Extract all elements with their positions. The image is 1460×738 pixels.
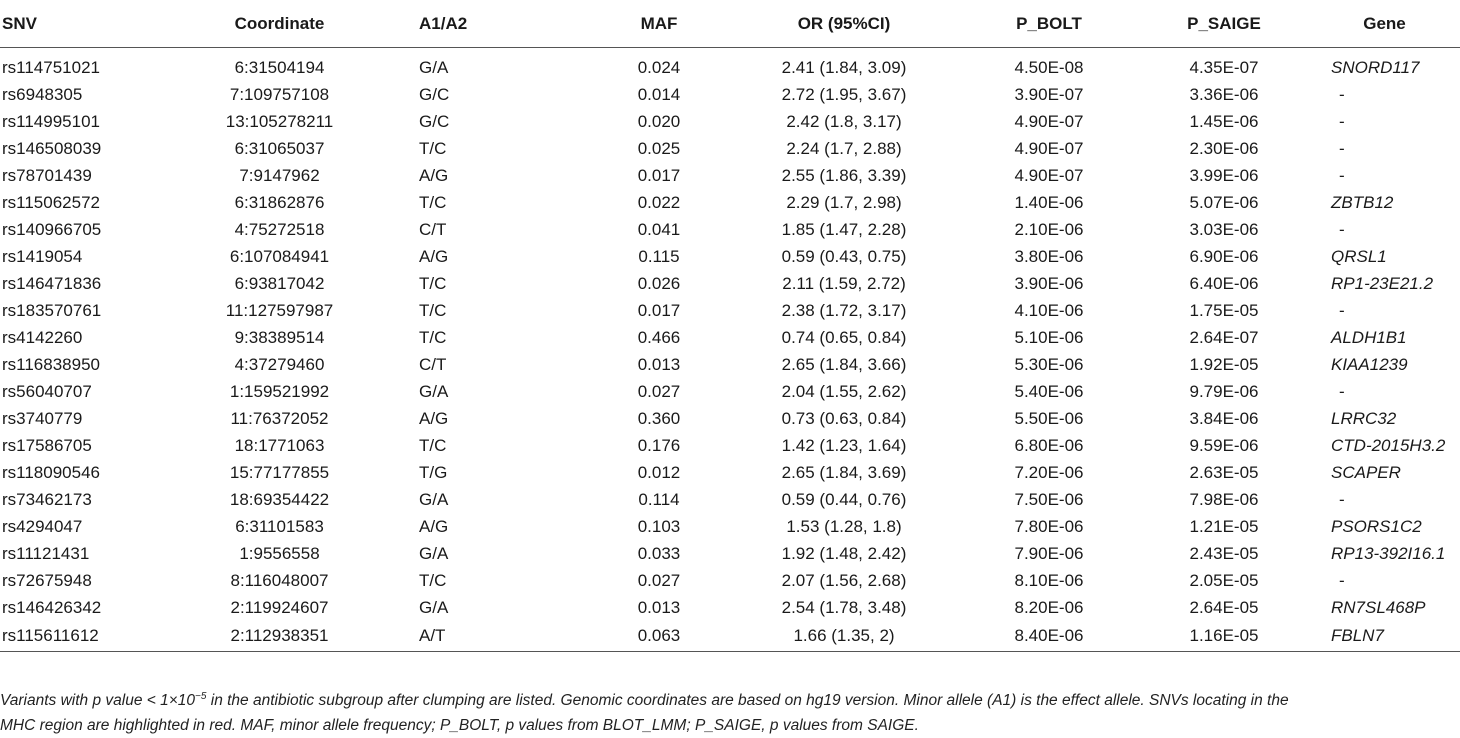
table-row — [0, 351, 1460, 378]
cell-coordinate: 11:76372052 — [230, 408, 329, 428]
cell-snv: rs183570761 — [2, 300, 102, 320]
cell-alleles: A/G — [419, 165, 449, 185]
cell-maf: 0.115 — [638, 246, 680, 266]
cell-p-bolt: 5.30E-06 — [1014, 354, 1084, 374]
table-row — [0, 297, 1460, 324]
cell-coordinate: 6:31862876 — [234, 192, 325, 212]
cell-coordinate: 7:9147962 — [239, 165, 320, 185]
table-row — [0, 162, 1460, 189]
cell-p-bolt: 5.40E-06 — [1014, 381, 1084, 401]
cell-snv: rs56040707 — [2, 381, 92, 401]
cell-maf: 0.014 — [637, 84, 681, 104]
cell-odds-ratio: 1.85 (1.47, 2.28) — [781, 219, 907, 239]
cell-snv: rs115062572 — [2, 192, 100, 212]
cell-p-bolt: 7.50E-06 — [1014, 489, 1084, 509]
cell-coordinate: 6:93817042 — [234, 273, 325, 293]
cell-p-saige: 2.64E-07 — [1189, 327, 1259, 347]
cell-alleles: T/C — [419, 327, 447, 347]
cell-alleles: G/A — [419, 57, 449, 77]
header-coordinate: Coordinate — [182, 0, 377, 48]
cell-maf: 0.022 — [637, 192, 681, 212]
header-snv: SNV — [0, 0, 182, 48]
cell-p-saige: 3.99E-06 — [1189, 165, 1259, 185]
cell-odds-ratio: 2.24 (1.7, 2.88) — [786, 138, 902, 158]
header-p-saige: P_SAIGE — [1139, 0, 1309, 48]
cell-odds-ratio: 2.38 (1.72, 3.17) — [781, 300, 907, 320]
cell-p-saige: 2.05E-05 — [1189, 570, 1259, 590]
cell-maf: 0.027 — [637, 570, 681, 590]
footnote-text-prefix: Variants with p value < 1×10 — [0, 692, 196, 710]
cell-odds-ratio: 2.65 (1.84, 3.69) — [781, 462, 907, 482]
cell-p-bolt: 4.50E-08 — [1014, 57, 1084, 77]
cell-odds-ratio: 0.59 (0.43, 0.75) — [781, 246, 907, 266]
cell-p-saige: 6.40E-06 — [1189, 273, 1259, 293]
cell-coordinate: 2:112938351 — [182, 621, 377, 652]
cell-p-bolt: 8.20E-06 — [1014, 597, 1084, 617]
table-row — [0, 540, 1460, 567]
cell-snv: rs146426342 — [2, 597, 102, 617]
cell-snv: rs17586705 — [2, 435, 92, 455]
table-row — [0, 486, 1460, 513]
cell-odds-ratio: 2.41 (1.84, 3.09) — [781, 57, 907, 77]
cell-gene: - — [1339, 489, 1345, 509]
cell-coordinate: 1:159521992 — [229, 381, 330, 401]
cell-snv: rs146508039 — [2, 138, 102, 158]
cell-maf: 0.027 — [637, 381, 681, 401]
table-row — [0, 189, 1460, 216]
cell-p-bolt: 8.10E-06 — [1014, 570, 1084, 590]
cell-p-bolt: 2.10E-06 — [1014, 219, 1084, 239]
cell-gene: - — [1339, 300, 1345, 320]
cell-alleles: G/A — [419, 543, 449, 563]
cell-coordinate: 2:119924607 — [230, 597, 329, 617]
table-header — [0, 0, 1460, 48]
cell-odds-ratio: 2.07 (1.56, 2.68) — [781, 570, 907, 590]
cell-gene: - — [1339, 381, 1345, 401]
header-row — [0, 0, 1460, 48]
cell-p-saige: 4.35E-07 — [1189, 57, 1259, 77]
cell-coordinate: 6:31504194 — [234, 57, 325, 77]
cell-p-bolt: 7.20E-06 — [1014, 462, 1084, 482]
cell-alleles: C/T — [419, 219, 447, 239]
table-row — [0, 567, 1460, 594]
cell-maf: 0.013 — [637, 354, 681, 374]
cell-snv: rs72675948 — [2, 570, 92, 590]
cell-coordinate: 18:69354422 — [229, 489, 330, 509]
cell-snv: rs6948305 — [2, 84, 83, 104]
cell-p-bolt: 4.10E-06 — [1014, 300, 1084, 320]
cell-odds-ratio: 0.59 (0.44, 0.76) — [781, 489, 907, 509]
table-row — [0, 459, 1460, 486]
footnote-line-1 — [0, 684, 1460, 713]
cell-gene: FBLN7 — [1309, 621, 1460, 652]
cell-maf: 0.026 — [637, 273, 681, 293]
cell-maf: 0.024 — [637, 57, 681, 77]
cell-p-saige: 2.43E-05 — [1189, 543, 1259, 563]
table-row — [0, 81, 1460, 108]
cell-odds-ratio: 1.92 (1.48, 2.42) — [781, 543, 907, 563]
cell-alleles: C/T — [419, 354, 447, 374]
cell-p-saige: 3.84E-06 — [1189, 408, 1259, 428]
cell-snv: rs11121431 — [2, 543, 90, 563]
cell-coordinate: 4:75272518 — [234, 219, 325, 239]
cell-coordinate: 6:31101583 — [235, 516, 324, 536]
footnote-exponent: −5 — [195, 691, 207, 702]
cell-gene: RN7SL468P — [1331, 597, 1426, 617]
cell-odds-ratio: 2.42 (1.8, 3.17) — [786, 111, 902, 131]
cell-alleles: A/G — [419, 246, 449, 266]
cell-p-bolt: 3.80E-06 — [1014, 246, 1084, 266]
cell-p-saige: 1.16E-05 — [1139, 621, 1309, 652]
table-footnote — [0, 684, 1460, 738]
table-row — [0, 243, 1460, 270]
cell-p-bolt: 3.90E-07 — [1014, 84, 1084, 104]
cell-maf: 0.017 — [637, 300, 681, 320]
cell-gene: RP13-392I16.1 — [1331, 543, 1446, 563]
table-row — [0, 108, 1460, 135]
cell-alleles: A/G — [419, 516, 449, 536]
cell-gene: - — [1339, 138, 1345, 158]
cell-odds-ratio: 2.54 (1.78, 3.48) — [781, 597, 907, 617]
table-row — [0, 48, 1460, 82]
cell-p-bolt: 5.10E-06 — [1014, 327, 1084, 347]
cell-coordinate: 9:38389514 — [234, 327, 325, 347]
table-row — [0, 216, 1460, 243]
cell-p-saige: 9.79E-06 — [1189, 381, 1259, 401]
cell-p-saige: 1.92E-05 — [1189, 354, 1259, 374]
cell-odds-ratio: 1.42 (1.23, 1.64) — [781, 435, 907, 455]
cell-gene: CTD-2015H3.2 — [1331, 435, 1446, 455]
cell-p-saige: 1.45E-06 — [1189, 111, 1259, 131]
cell-snv: rs73462173 — [2, 489, 92, 509]
cell-snv: rs78701439 — [2, 165, 92, 185]
cell-p-bolt: 3.90E-06 — [1014, 273, 1084, 293]
cell-coordinate: 4:37279460 — [234, 354, 325, 374]
header-odds-ratio: OR (95%CI) — [729, 0, 959, 48]
cell-odds-ratio: 1.66 (1.35, 2) — [729, 621, 959, 652]
cell-alleles: A/G — [419, 408, 449, 428]
cell-snv: rs116838950 — [2, 354, 100, 374]
cell-p-saige: 5.07E-06 — [1189, 192, 1259, 212]
cell-maf: 0.041 — [637, 219, 681, 239]
cell-odds-ratio: 0.74 (0.65, 0.84) — [781, 327, 907, 347]
cell-p-bolt: 7.90E-06 — [1014, 543, 1084, 563]
cell-gene: RP1-23E21.2 — [1331, 273, 1434, 293]
cell-alleles: G/C — [419, 84, 450, 104]
cell-snv: rs146471836 — [2, 273, 102, 293]
cell-odds-ratio: 2.65 (1.84, 3.66) — [781, 354, 907, 374]
cell-p-bolt: 4.90E-07 — [1014, 165, 1084, 185]
cell-odds-ratio: 2.29 (1.7, 2.98) — [786, 192, 902, 212]
cell-alleles: G/A — [419, 597, 449, 617]
table-row — [0, 135, 1460, 162]
cell-alleles: G/A — [419, 489, 449, 509]
cell-p-bolt: 7.80E-06 — [1014, 516, 1084, 536]
table-row — [0, 378, 1460, 405]
cell-maf: 0.114 — [638, 489, 680, 509]
cell-odds-ratio: 2.04 (1.55, 2.62) — [781, 381, 907, 401]
cell-p-saige: 3.03E-06 — [1189, 219, 1259, 239]
cell-gene: SCAPER — [1331, 462, 1401, 482]
cell-odds-ratio: 1.53 (1.28, 1.8) — [786, 516, 902, 536]
header-p-bolt: P_BOLT — [959, 0, 1139, 48]
cell-coordinate: 6:31065037 — [234, 138, 325, 158]
table-row — [0, 432, 1460, 459]
cell-p-bolt: 5.50E-06 — [1014, 408, 1084, 428]
cell-gene: - — [1339, 570, 1345, 590]
cell-maf: 0.176 — [637, 435, 681, 455]
table-row — [0, 513, 1460, 540]
cell-odds-ratio: 2.55 (1.86, 3.39) — [781, 165, 907, 185]
cell-alleles: T/C — [419, 192, 447, 212]
cell-p-bolt: 1.40E-06 — [1014, 192, 1084, 212]
cell-gene: KIAA1239 — [1331, 354, 1408, 374]
cell-maf: 0.012 — [637, 462, 681, 482]
cell-alleles: T/G — [419, 462, 448, 482]
cell-snv: rs115611612 — [0, 621, 182, 652]
cell-gene: - — [1339, 84, 1345, 104]
cell-coordinate: 8:116048007 — [230, 570, 329, 590]
cell-p-saige: 6.90E-06 — [1189, 246, 1259, 266]
cell-alleles: G/C — [419, 111, 450, 131]
cell-snv: rs4142260 — [2, 327, 83, 347]
cell-gene: - — [1339, 111, 1345, 131]
table-row — [0, 621, 1460, 652]
cell-alleles: A/T — [377, 621, 589, 652]
cell-maf: 0.103 — [637, 516, 681, 536]
cell-coordinate: 15:77177855 — [229, 462, 330, 482]
cell-alleles: T/C — [419, 138, 447, 158]
table-body — [0, 48, 1460, 652]
cell-maf: 0.033 — [637, 543, 681, 563]
header-alleles: A1/A2 — [377, 0, 589, 48]
cell-coordinate: 6:107084941 — [229, 246, 330, 266]
cell-coordinate: 18:1771063 — [234, 435, 325, 455]
cell-odds-ratio: 0.73 (0.63, 0.84) — [781, 408, 907, 428]
cell-p-bolt: 8.40E-06 — [959, 621, 1139, 652]
cell-p-saige: 7.98E-06 — [1189, 489, 1259, 509]
cell-gene: ALDH1B1 — [1331, 327, 1407, 347]
cell-alleles: T/C — [419, 570, 447, 590]
cell-odds-ratio: 2.11 (1.59, 2.72) — [782, 273, 906, 293]
cell-snv: rs118090546 — [2, 462, 100, 482]
cell-snv: rs1419054 — [2, 246, 83, 266]
table-row — [0, 405, 1460, 432]
cell-maf: 0.025 — [637, 138, 681, 158]
cell-gene: PSORS1C2 — [1331, 516, 1422, 536]
cell-snv: rs4294047 — [2, 516, 83, 536]
cell-coordinate: 11:127597987 — [225, 300, 334, 320]
cell-maf: 0.063 — [589, 621, 729, 652]
cell-snv: rs140966705 — [2, 219, 102, 239]
cell-alleles: T/C — [419, 435, 447, 455]
cell-maf: 0.466 — [637, 327, 681, 347]
header-gene: Gene — [1309, 0, 1460, 48]
cell-maf: 0.017 — [637, 165, 681, 185]
table-row — [0, 324, 1460, 351]
header-maf: MAF — [589, 0, 729, 48]
cell-p-bolt: 4.90E-07 — [1014, 111, 1084, 131]
cell-coordinate: 1:9556558 — [239, 543, 320, 563]
cell-p-saige: 3.36E-06 — [1189, 84, 1259, 104]
cell-odds-ratio: 2.72 (1.95, 3.67) — [781, 84, 907, 104]
cell-snv: rs3740779 — [2, 408, 83, 428]
cell-p-bolt: 4.90E-07 — [1014, 138, 1084, 158]
cell-coordinate: 7:109757108 — [229, 84, 330, 104]
cell-gene: ZBTB12 — [1331, 192, 1394, 212]
cell-p-saige: 9.59E-06 — [1189, 435, 1259, 455]
cell-p-saige: 1.21E-05 — [1189, 516, 1259, 536]
cell-gene: - — [1339, 165, 1345, 185]
footnote-line-2: MHC region are highlighted in red. MAF, minor allele frequency; P_BOLT, p values from BLOT_LMM; P_SAIGE, p values from SAIGE. — [0, 717, 919, 735]
cell-gene: QRSL1 — [1331, 246, 1387, 266]
cell-maf: 0.020 — [637, 111, 681, 131]
cell-coordinate: 13:105278211 — [225, 111, 334, 131]
cell-snv: rs114751021 — [2, 57, 100, 77]
cell-gene: LRRC32 — [1331, 408, 1397, 428]
footnote-text-suffix: in the antibiotic subgroup after clumping are listed. Genomic coordinates are based on hg19 version. Minor allele (A1) is the effect allele. SNVs locating in the — [206, 692, 1289, 710]
cell-maf: 0.360 — [637, 408, 681, 428]
table-row — [0, 270, 1460, 297]
cell-alleles: T/C — [419, 273, 447, 293]
cell-alleles: T/C — [419, 300, 447, 320]
table-row — [0, 594, 1460, 621]
cell-snv: rs114995101 — [2, 111, 100, 131]
cell-maf: 0.013 — [637, 597, 681, 617]
cell-p-saige: 2.64E-05 — [1189, 597, 1259, 617]
cell-p-bolt: 6.80E-06 — [1014, 435, 1084, 455]
cell-gene: - — [1339, 219, 1345, 239]
cell-p-saige: 2.30E-06 — [1189, 138, 1259, 158]
cell-p-saige: 2.63E-05 — [1189, 462, 1259, 482]
cell-alleles: G/A — [419, 381, 449, 401]
cell-p-saige: 1.75E-05 — [1189, 300, 1259, 320]
cell-gene: SNORD117 — [1331, 57, 1420, 77]
